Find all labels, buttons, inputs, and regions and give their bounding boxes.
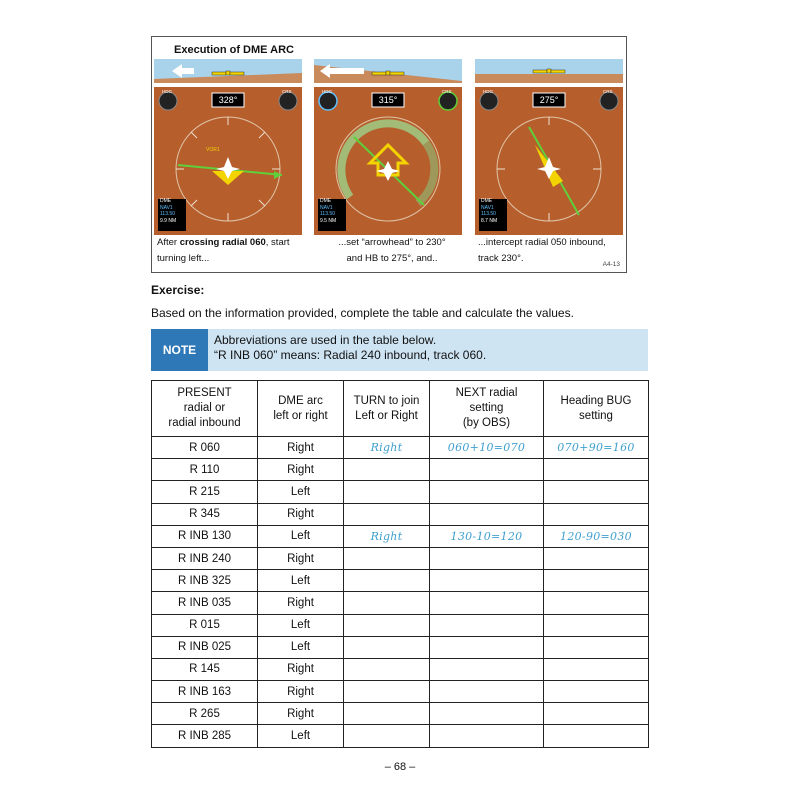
note-box (151, 329, 648, 371)
next-radial-cell[interactable] (430, 681, 544, 703)
attitude-indicator-2 (314, 59, 462, 83)
next-radial-cell[interactable] (430, 703, 544, 725)
table-row (152, 459, 649, 481)
dme-arc-cell: Left (258, 725, 344, 747)
turn-cell[interactable] (344, 681, 430, 703)
next-radial-cell[interactable]: 130-10=120 (430, 525, 544, 547)
nav-frequency: 113.50 (320, 211, 335, 217)
table-header-row (152, 381, 649, 437)
instrument-panel-1 (154, 59, 302, 235)
dme-arc-cell: Right (258, 681, 344, 703)
heading-bug-cell[interactable] (544, 703, 649, 725)
dme-arc-cell: Left (258, 570, 344, 592)
turn-cell[interactable] (344, 503, 430, 525)
hdg-knob-label-3: HDG (483, 89, 493, 94)
next-radial-cell[interactable] (430, 459, 544, 481)
heading-bug-cell[interactable] (544, 459, 649, 481)
header-present-radial: PRESENT radial or radial inbound (152, 381, 258, 437)
heading-readout-2: 315° (378, 95, 398, 105)
dme-arc-figure (151, 36, 627, 273)
table-row (152, 725, 649, 747)
table-row (152, 703, 649, 725)
caption-1: After crossing radial 060, start turning left... (157, 237, 290, 264)
header-turn-to-join: TURN to join Left or Right (344, 381, 430, 437)
heading-bug-cell[interactable] (544, 658, 649, 680)
next-radial-cell[interactable] (430, 592, 544, 614)
dme-block-2 (320, 198, 336, 224)
dme-arc-cell: Left (258, 614, 344, 636)
next-radial-cell[interactable] (430, 570, 544, 592)
heading-readout-1: 328° (218, 95, 238, 105)
present-radial-cell: R 215 (152, 481, 258, 503)
present-radial-cell: R 110 (152, 459, 258, 481)
table-row (152, 547, 649, 569)
heading-readout-3: 275° (539, 95, 559, 105)
next-radial-cell[interactable] (430, 547, 544, 569)
figure-title: Execution of DME ARC (174, 44, 294, 56)
table-body (152, 437, 649, 748)
turn-cell[interactable] (344, 636, 430, 658)
caption-2: ...set “arrowhead” to 230° and HB to 275°, and.. (338, 237, 446, 264)
next-radial-cell[interactable]: 060+10=070 (430, 437, 544, 459)
note-line-1: Abbreviations are used in the table below. (214, 333, 437, 347)
heading-bug-cell[interactable] (544, 681, 649, 703)
instrument-panel-2 (314, 59, 462, 235)
caption-3: ...intercept radial 050 inbound, track 230°. (478, 237, 606, 264)
dme-arc-cell: Left (258, 525, 344, 547)
heading-bug-cell[interactable] (544, 547, 649, 569)
hdg-knob-label-2: HDG (322, 89, 332, 94)
hsi-display-3 (475, 87, 623, 235)
table-row (152, 614, 649, 636)
heading-bug-cell[interactable]: 070+90=160 (544, 437, 649, 459)
turn-cell[interactable] (344, 570, 430, 592)
dme-block-3 (481, 198, 497, 224)
present-radial-cell: R INB 025 (152, 636, 258, 658)
turn-cell[interactable] (344, 481, 430, 503)
next-radial-cell[interactable] (430, 658, 544, 680)
heading-bug-cell[interactable] (544, 636, 649, 658)
figure-reference: A4-13 (602, 261, 620, 268)
turn-cell[interactable] (344, 592, 430, 614)
dme-distance: 8.7 NM (481, 217, 498, 224)
dme-arc-cell: Right (258, 503, 344, 525)
header-next-radial: NEXT radial setting (by OBS) (430, 381, 544, 437)
dme-label: DME (160, 198, 172, 204)
nav-label: NAV1 (320, 204, 333, 211)
turn-cell[interactable]: Right (344, 525, 430, 547)
page-number: – 68 – (384, 761, 416, 773)
table-row (152, 681, 649, 703)
turn-cell[interactable] (344, 459, 430, 481)
table-row (152, 570, 649, 592)
present-radial-cell: R 345 (152, 503, 258, 525)
heading-bug-cell[interactable] (544, 614, 649, 636)
dme-block-1 (160, 198, 176, 224)
header-dme-arc: DME arc left or right (258, 381, 344, 437)
heading-bug-cell[interactable] (544, 503, 649, 525)
next-radial-cell[interactable] (430, 503, 544, 525)
turn-cell[interactable]: Right (344, 437, 430, 459)
dme-arc-cell: Right (258, 658, 344, 680)
next-radial-cell[interactable] (430, 481, 544, 503)
dme-arc-cell: Right (258, 703, 344, 725)
turn-cell[interactable] (344, 614, 430, 636)
present-radial-cell: R 015 (152, 614, 258, 636)
dme-label: DME (320, 198, 332, 204)
nav-frequency: 113.50 (481, 211, 496, 217)
present-radial-cell: R INB 285 (152, 725, 258, 747)
table-row (152, 525, 649, 547)
exercise-heading: Exercise: (151, 283, 205, 297)
heading-bug-cell[interactable] (544, 481, 649, 503)
present-radial-cell: R INB 325 (152, 570, 258, 592)
hsi-display-1 (154, 87, 302, 235)
vor-label: VOR1 (206, 147, 220, 153)
crs-knob-label-2: CRS (442, 89, 452, 94)
heading-bug-cell[interactable] (544, 570, 649, 592)
present-radial-cell: R INB 035 (152, 592, 258, 614)
note-label: NOTE (151, 329, 208, 371)
present-radial-cell: R INB 163 (152, 681, 258, 703)
nav-frequency: 113.50 (160, 211, 175, 217)
dme-label: DME (481, 198, 493, 204)
next-radial-cell[interactable] (430, 725, 544, 747)
dme-arc-cell: Right (258, 437, 344, 459)
present-radial-cell: R INB 240 (152, 547, 258, 569)
heading-bug-cell[interactable]: 120-90=030 (544, 525, 649, 547)
exercise-instructions: Based on the information provided, complete the table and calculate the values. (151, 306, 574, 320)
dme-arc-cell: Right (258, 459, 344, 481)
header-heading-bug: Heading BUG setting (544, 381, 649, 437)
dme-distance: 9.9 NM (160, 217, 177, 224)
instrument-panel-3 (475, 59, 623, 235)
dme-arc-cell: Left (258, 636, 344, 658)
hdg-knob-label-1: HDG (162, 89, 172, 94)
table-row (152, 592, 649, 614)
attitude-indicator-1 (154, 59, 302, 83)
heading-bug-cell[interactable] (544, 725, 649, 747)
present-radial-cell: R 265 (152, 703, 258, 725)
exercise-table (151, 380, 649, 748)
turn-cell[interactable] (344, 725, 430, 747)
table-row (152, 636, 649, 658)
table-row (152, 658, 649, 680)
present-radial-cell: R 145 (152, 658, 258, 680)
dme-arc-cell: Right (258, 592, 344, 614)
hsi-display-2 (314, 87, 462, 235)
nav-label: NAV1 (160, 204, 173, 211)
nav-label: NAV1 (481, 204, 494, 211)
dme-arc-cell: Right (258, 547, 344, 569)
dme-distance: 9.5 NM (320, 217, 337, 224)
present-radial-cell: R 060 (152, 437, 258, 459)
turn-cell[interactable] (344, 658, 430, 680)
note-line-2: “R INB 060” means: Radial 240 inbound, track 060. (214, 348, 487, 362)
next-radial-cell[interactable] (430, 636, 544, 658)
attitude-indicator-3 (475, 59, 623, 83)
heading-bug-cell[interactable] (544, 592, 649, 614)
table-row (152, 503, 649, 525)
table-row (152, 481, 649, 503)
turn-cell[interactable] (344, 703, 430, 725)
turn-cell[interactable] (344, 547, 430, 569)
dme-arc-cell: Left (258, 481, 344, 503)
next-radial-cell[interactable] (430, 614, 544, 636)
table-row (152, 437, 649, 459)
present-radial-cell: R INB 130 (152, 525, 258, 547)
crs-knob-label-1: CRS (282, 89, 292, 94)
crs-knob-label-3: CRS (603, 89, 613, 94)
